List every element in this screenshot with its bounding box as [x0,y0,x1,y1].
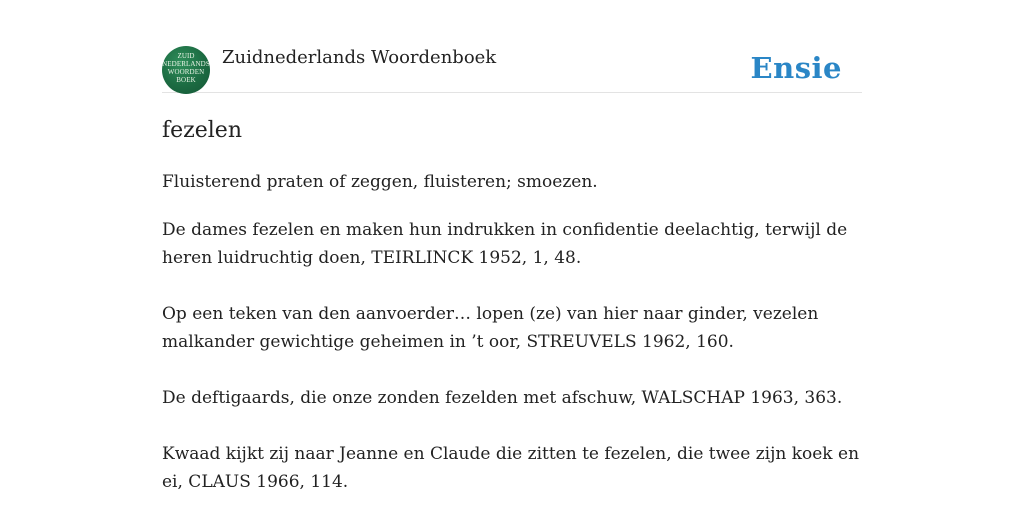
entry-title: fezelen [162,118,242,143]
page [162,0,862,512]
ensie-brand-link[interactable]: Ensie [750,51,842,85]
site-logo[interactable] [162,46,210,94]
citation-quote: Op een teken van den aanvoerder… lopen (ze) van hier naar ginder, vezelen malkander gewichtige geheimen in ’t oor, STREUVELS 1962, 160. [162,304,819,352]
site-name-link[interactable]: Zuidnederlands Woordenboek [222,47,497,68]
logo-line: BOEK [176,76,196,84]
site-header [162,44,862,93]
citation-list [162,216,862,524]
citation-quote: De dames fezelen en maken hun indrukken in confidentie deelachtig, terwijl de heren luidruchtig doen, TEIRLINCK 1952, 1, 48. [162,220,848,268]
logo-line: WOORDEN [167,68,205,76]
logo-line: NEDERLANDS [162,60,210,68]
citation-quote: Kwaad kijkt zij naar Jeanne en Claude die zitten te fezelen, die twee zijn koek en ei, CLAUS 1966, 114. [162,444,860,492]
logo-line: ZUID [177,52,195,60]
logo-text [162,52,210,84]
citation-quote: De deftigaards, die onze zonden fezelden met afschuw, WALSCHAP 1963, 363. [162,388,843,408]
entry-definition: Fluisterend praten of zeggen, fluisteren; smoezen. [162,172,598,192]
